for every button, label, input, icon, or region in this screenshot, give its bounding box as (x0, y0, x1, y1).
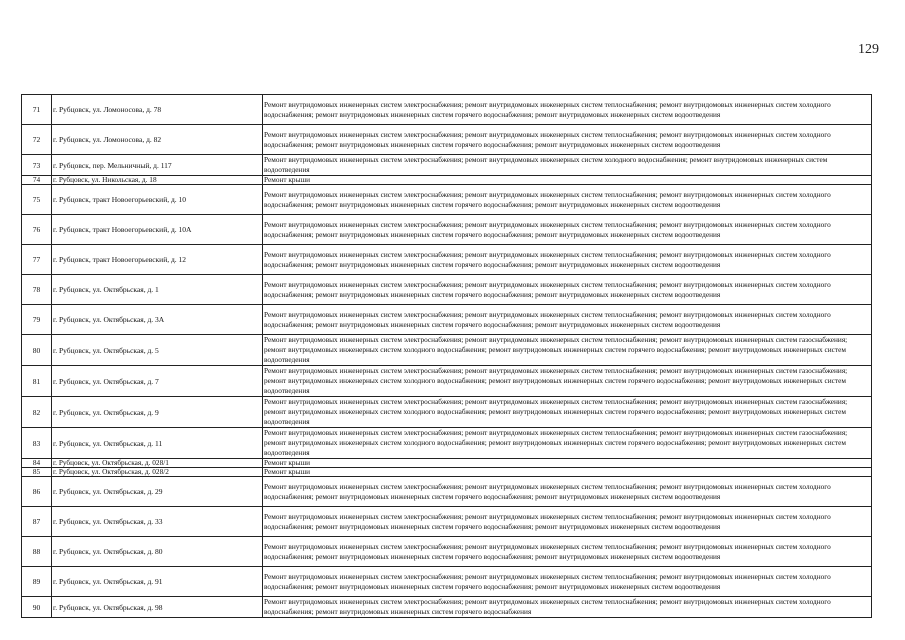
row-works: Ремонт внутридомовых инженерных систем электроснабжения; ремонт внутридомовых инженерных систем теплоснабжения; ремонт внутридомовых инженерных систем холодного водоснабжения; ремонт внутридомовых инженерных систем горячего водоснабжения (263, 597, 872, 618)
row-number: 75 (22, 185, 52, 215)
row-works: Ремонт внутридомовых инженерных систем электроснабжения; ремонт внутридомовых инженерных систем теплоснабжения; ремонт внутридомовых инженерных систем холодного водоснабжения; ремонт внутридомовых инженерных систем горячего водоснабжения; ремонт внутридомовых инженерных систем водоотведения (263, 507, 872, 537)
row-number: 90 (22, 597, 52, 618)
row-works: Ремонт внутридомовых инженерных систем электроснабжения; ремонт внутридомовых инженерных систем теплоснабжения; ремонт внутридомовых инженерных систем холодного водоснабжения; ремонт внутридомовых инженерных систем горячего водоснабжения; ремонт внутридомовых инженерных систем водоотведения (263, 305, 872, 335)
page-number: 129 (858, 42, 879, 57)
table-row (22, 468, 872, 477)
row-number: 84 (22, 459, 52, 468)
row-number: 72 (22, 125, 52, 155)
row-address: г. Рубцовск, тракт Новоегорьевский, д. 12 (52, 245, 263, 275)
row-works: Ремонт внутридомовых инженерных систем электроснабжения; ремонт внутридомовых инженерных систем холодного водоснабжения; ремонт внутридомовых инженерных систем водоотведения (263, 155, 872, 176)
row-number: 88 (22, 537, 52, 567)
table-row (22, 477, 872, 507)
table-row (22, 125, 872, 155)
row-address: г. Рубцовск, пер. Мельничный, д. 117 (52, 155, 263, 176)
table-row (22, 537, 872, 567)
row-address: г. Рубцовск, ул. Ломоносова, д. 78 (52, 95, 263, 125)
row-works: Ремонт внутридомовых инженерных систем электроснабжения; ремонт внутридомовых инженерных систем теплоснабжения; ремонт внутридомовых инженерных систем холодного водоснабжения; ремонт внутридомовых инженерных систем горячего водоснабжения; ремонт внутридомовых инженерных систем водоотведения (263, 215, 872, 245)
row-number: 78 (22, 275, 52, 305)
table-row (22, 597, 872, 618)
row-address: г. Рубцовск, ул. Октябрьская, д. 028/1 (52, 459, 263, 468)
row-works: Ремонт внутридомовых инженерных систем электроснабжения; ремонт внутридомовых инженерных систем теплоснабжения; ремонт внутридомовых инженерных систем газоснабжения; ремонт внутридомовых инженерных систем холодного водоснабжения; ремонт внутридомовых инженерных систем горячего водоснабжения; ремонт внутридомовых инженерных систем водоотведения (263, 428, 872, 459)
table-row (22, 95, 872, 125)
table-row (22, 335, 872, 366)
row-address: г. Рубцовск, тракт Новоегорьевский, д. 10А (52, 215, 263, 245)
table-row (22, 428, 872, 459)
row-number: 73 (22, 155, 52, 176)
row-address: г. Рубцовск, тракт Новоегорьевский, д. 10 (52, 185, 263, 215)
row-works: Ремонт крыши (263, 468, 872, 477)
row-number: 89 (22, 567, 52, 597)
table-row (22, 366, 872, 397)
table-row (22, 185, 872, 215)
table-row (22, 397, 872, 428)
row-address: г. Рубцовск, ул. Октябрьская, д. 5 (52, 335, 263, 366)
row-address: г. Рубцовск, ул. Октябрьская, д. 3А (52, 305, 263, 335)
row-address: г. Рубцовск, ул. Октябрьская, д. 11 (52, 428, 263, 459)
table-row (22, 507, 872, 537)
row-works: Ремонт внутридомовых инженерных систем электроснабжения; ремонт внутридомовых инженерных систем теплоснабжения; ремонт внутридомовых инженерных систем холодного водоснабжения; ремонт внутридомовых инженерных систем горячего водоснабжения; ремонт внутридомовых инженерных систем водоотведения (263, 567, 872, 597)
row-number: 71 (22, 95, 52, 125)
row-address: г. Рубцовск, ул. Октябрьская, д. 1 (52, 275, 263, 305)
row-address: г. Рубцовск, ул. Октябрьская, д. 7 (52, 366, 263, 397)
row-works: Ремонт внутридомовых инженерных систем электроснабжения; ремонт внутридомовых инженерных систем теплоснабжения; ремонт внутридомовых инженерных систем холодного водоснабжения; ремонт внутридомовых инженерных систем горячего водоснабжения; ремонт внутридомовых инженерных систем водоотведения (263, 275, 872, 305)
row-address: г. Рубцовск, ул. Октябрьская, д. 29 (52, 477, 263, 507)
table-row (22, 245, 872, 275)
row-number: 85 (22, 468, 52, 477)
row-address: г. Рубцовск, ул. Октябрьская, д. 33 (52, 507, 263, 537)
row-works: Ремонт крыши (263, 459, 872, 468)
row-works: Ремонт внутридомовых инженерных систем электроснабжения; ремонт внутридомовых инженерных систем теплоснабжения; ремонт внутридомовых инженерных систем газоснабжения; ремонт внутридомовых инженерных систем холодного водоснабжения; ремонт внутридомовых инженерных систем горячего водоснабжения; ремонт внутридомовых инженерных систем водоотведения (263, 366, 872, 397)
row-address: г. Рубцовск, ул. Октябрьская, д. 98 (52, 597, 263, 618)
row-number: 82 (22, 397, 52, 428)
row-number: 86 (22, 477, 52, 507)
row-works: Ремонт внутридомовых инженерных систем электроснабжения; ремонт внутридомовых инженерных систем теплоснабжения; ремонт внутридомовых инженерных систем холодного водоснабжения; ремонт внутридомовых инженерных систем горячего водоснабжения; ремонт внутридомовых инженерных систем водоотведения (263, 185, 872, 215)
row-address: г. Рубцовск, ул. Никольская, д. 18 (52, 176, 263, 185)
row-address: г. Рубцовск, ул. Октябрьская, д. 80 (52, 537, 263, 567)
row-address: г. Рубцовск, ул. Октябрьская, д. 91 (52, 567, 263, 597)
row-number: 77 (22, 245, 52, 275)
row-address: г. Рубцовск, ул. Октябрьская, д. 9 (52, 397, 263, 428)
row-number: 79 (22, 305, 52, 335)
row-number: 81 (22, 366, 52, 397)
table-row (22, 305, 872, 335)
table-row (22, 459, 872, 468)
row-works: Ремонт крыши (263, 176, 872, 185)
table-row (22, 155, 872, 176)
row-works: Ремонт внутридомовых инженерных систем электроснабжения; ремонт внутридомовых инженерных систем теплоснабжения; ремонт внутридомовых инженерных систем газоснабжения; ремонт внутридомовых инженерных систем холодного водоснабжения; ремонт внутридомовых инженерных систем горячего водоснабжения; ремонт внутридомовых инженерных систем водоотведения (263, 397, 872, 428)
table-row (22, 176, 872, 185)
repair-schedule-table (21, 94, 872, 618)
table-row (22, 215, 872, 245)
row-works: Ремонт внутридомовых инженерных систем электроснабжения; ремонт внутридомовых инженерных систем теплоснабжения; ремонт внутридомовых инженерных систем газоснабжения; ремонт внутридомовых инженерных систем холодного водоснабжения; ремонт внутридомовых инженерных систем горячего водоснабжения; ремонт внутридомовых инженерных систем водоотведения (263, 335, 872, 366)
table-row (22, 275, 872, 305)
table-row (22, 567, 872, 597)
row-number: 76 (22, 215, 52, 245)
row-address: г. Рубцовск, ул. Ломоносова, д. 82 (52, 125, 263, 155)
row-number: 80 (22, 335, 52, 366)
row-works: Ремонт внутридомовых инженерных систем электроснабжения; ремонт внутридомовых инженерных систем теплоснабжения; ремонт внутридомовых инженерных систем холодного водоснабжения; ремонт внутридомовых инженерных систем горячего водоснабжения; ремонт внутридомовых инженерных систем водоотведения (263, 125, 872, 155)
row-address: г. Рубцовск, ул. Октябрьская, д. 028/2 (52, 468, 263, 477)
row-number: 74 (22, 176, 52, 185)
row-works: Ремонт внутридомовых инженерных систем электроснабжения; ремонт внутридомовых инженерных систем теплоснабжения; ремонт внутридомовых инженерных систем холодного водоснабжения; ремонт внутридомовых инженерных систем горячего водоснабжения; ремонт внутридомовых инженерных систем водоотведения (263, 477, 872, 507)
row-works: Ремонт внутридомовых инженерных систем электроснабжения; ремонт внутридомовых инженерных систем теплоснабжения; ремонт внутридомовых инженерных систем холодного водоснабжения; ремонт внутридомовых инженерных систем горячего водоснабжения; ремонт внутридомовых инженерных систем водоотведения (263, 245, 872, 275)
row-number: 87 (22, 507, 52, 537)
row-works: Ремонт внутридомовых инженерных систем электроснабжения; ремонт внутридомовых инженерных систем теплоснабжения; ремонт внутридомовых инженерных систем холодного водоснабжения; ремонт внутридомовых инженерных систем горячего водоснабжения; ремонт внутридомовых инженерных систем водоотведения (263, 537, 872, 567)
row-works: Ремонт внутридомовых инженерных систем электроснабжения; ремонт внутридомовых инженерных систем теплоснабжения; ремонт внутридомовых инженерных систем холодного водоснабжения; ремонт внутридомовых инженерных систем горячего водоснабжения; ремонт внутридомовых инженерных систем водоотведения (263, 95, 872, 125)
row-number: 83 (22, 428, 52, 459)
